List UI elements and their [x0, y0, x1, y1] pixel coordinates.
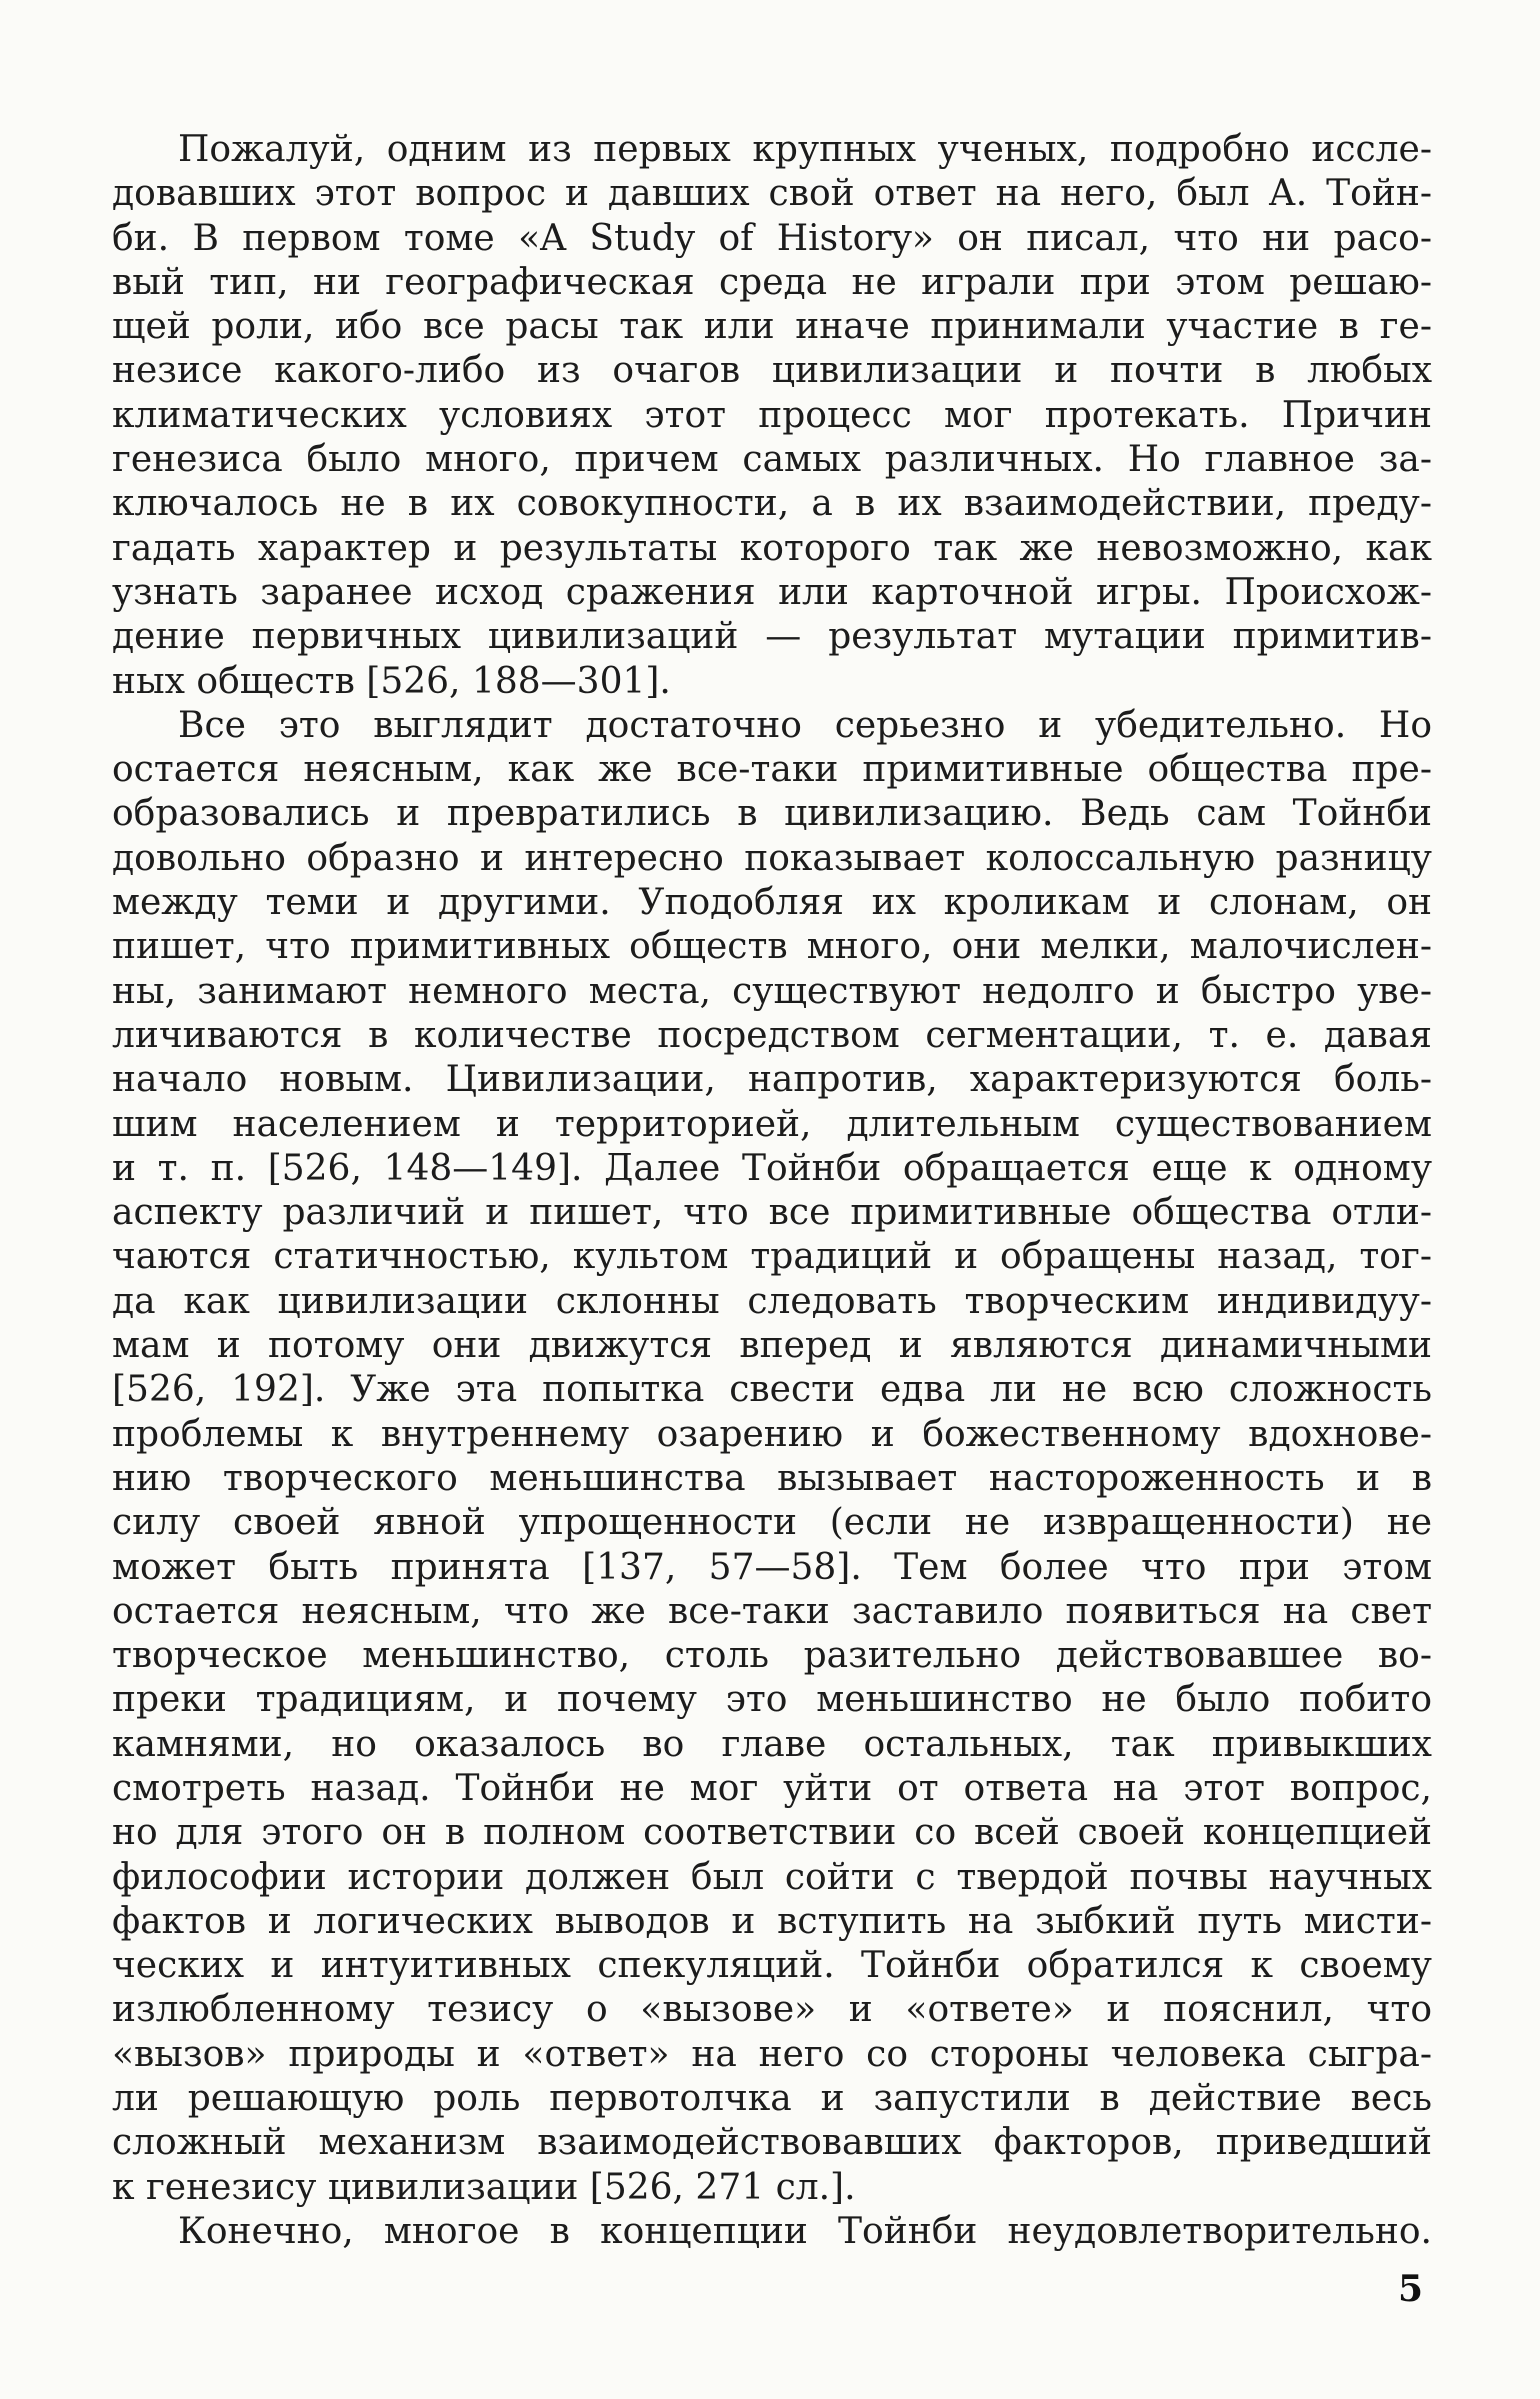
text-line: дение первичных цивилизаций — результат мутации примитив-: [112, 616, 1432, 658]
text-line: мам и потому они движутся вперед и являются динамичными: [112, 1325, 1432, 1367]
text-line: может быть принята [137, 57—58]. Тем более что при этом: [112, 1546, 1432, 1588]
text-line: сложный механизм взаимодействовавших факторов, приведший: [112, 2122, 1432, 2164]
text-line: к генезису цивилизации [526, 271 сл.].: [112, 2166, 856, 2208]
text-line: силу своей явной упрощенности (если не извращенности) не: [112, 1502, 1432, 1544]
text-line: незисе какого-либо из очагов цивилизации и почти в любых: [112, 350, 1432, 392]
text-line: климатических условиях этот процесс мог протекать. Причин: [112, 394, 1432, 436]
text-line: чаются статичностью, культом традиций и обращены назад, тог-: [112, 1236, 1432, 1278]
paragraph-critique: [112, 704, 1432, 2210]
text-line: «вызов» природы и «ответ» на него со стороны человека сыгра-: [112, 2033, 1432, 2075]
text-line: гадать характер и результаты которого так же невозможно, как: [112, 527, 1432, 569]
text-line: но для этого он в полном соответствии со всей своей концепцией: [112, 1812, 1432, 1854]
text-line: излюбленному тезису о «вызове» и «ответе» и пояснил, что: [112, 1989, 1432, 2031]
text-line: аспекту различий и пишет, что все примитивные общества отли-: [112, 1192, 1432, 1234]
text-line: [526, 192]. Уже эта попытка свести едва ли не всю сложность: [112, 1369, 1432, 1411]
text-line: образовались и превратились в цивилизацию. Ведь сам Тойнби: [112, 793, 1432, 835]
text-line: преки традициям, и почему это меньшинство не было побито: [112, 1679, 1432, 1721]
paragraph-toynbee-genesis: [112, 128, 1432, 704]
text-line: остается неясным, что же все-таки заставило появиться на свет: [112, 1590, 1432, 1632]
text-line: Пожалуй, одним из первых крупных ученых, подробно иссле-: [178, 129, 1432, 170]
text-line: личиваются в количестве посредством сегментации, т. е. давая: [112, 1014, 1432, 1056]
text-line: нию творческого меньшинства вызывает настороженность и в: [112, 1457, 1432, 1499]
text-line: пишет, что примитивных обществ много, они мелки, малочислен-: [112, 926, 1432, 968]
text-line: ключалось не в их совокупности, а в их взаимодействии, преду-: [112, 483, 1432, 525]
paragraph-conclusion: [112, 2210, 1432, 2254]
body-text: [112, 128, 1432, 2254]
text-line: вый тип, ни географическая среда не играли при этом решаю-: [112, 261, 1432, 303]
text-line: остается неясным, как же все-таки примитивные общества пре-: [112, 749, 1432, 791]
text-line: узнать заранее исход сражения или карточной игры. Происхож-: [112, 571, 1432, 613]
page-number: 5: [1398, 2268, 1424, 2310]
text-line: довавших этот вопрос и давших свой ответ на него, был А. Тойн-: [112, 173, 1432, 215]
text-line: шим населением и территорией, длительным существованием: [112, 1103, 1432, 1145]
text-line: и т. п. [526, 148—149]. Далее Тойнби обращается еще к одному: [112, 1147, 1432, 1189]
text-line: ли решающую роль первотолчка и запустили в действие весь: [112, 2078, 1432, 2120]
text-line: проблемы к внутреннему озарению и божественному вдохнове-: [112, 1413, 1432, 1455]
text-line: ных обществ [526, 188—301].: [112, 660, 671, 702]
text-line: би. В первом томе «A Study of History» он писал, что ни расо-: [112, 217, 1432, 259]
text-line: фактов и логических выводов и вступить на зыбкий путь мисти-: [112, 1900, 1432, 1942]
text-line: да как цивилизации склонны следовать творческим индивидуу-: [112, 1280, 1432, 1322]
text-line: творческое меньшинство, столь разительно действовавшее во-: [112, 1635, 1432, 1677]
text-line: философии истории должен был сойти с твердой почвы научных: [112, 1856, 1432, 1898]
text-line: Конечно, многое в концепции Тойнби неудовлетворительно.: [178, 2210, 1432, 2252]
text-line: генезиса было много, причем самых различных. Но главное за-: [112, 439, 1432, 481]
text-line: смотреть назад. Тойнби не мог уйти от ответа на этот вопрос,: [112, 1767, 1432, 1809]
text-line: начало новым. Цивилизации, напротив, характеризуются боль-: [112, 1059, 1432, 1101]
text-line: ны, занимают немного места, существуют недолго и быстро уве-: [112, 970, 1432, 1012]
text-line: довольно образно и интересно показывает колоссальную разницу: [112, 837, 1432, 879]
text-line: Все это выглядит достаточно серьезно и убедительно. Но: [178, 704, 1432, 746]
text-line: между теми и другими. Уподобляя их кроликам и слонам, он: [112, 882, 1432, 924]
text-line: камнями, но оказалось во главе остальных, так привыкших: [112, 1723, 1432, 1765]
text-line: ческих и интуитивных спекуляций. Тойнби обратился к своему: [112, 1945, 1432, 1987]
text-line: щей роли, ибо все расы так или иначе принимали участие в ге-: [112, 306, 1432, 348]
